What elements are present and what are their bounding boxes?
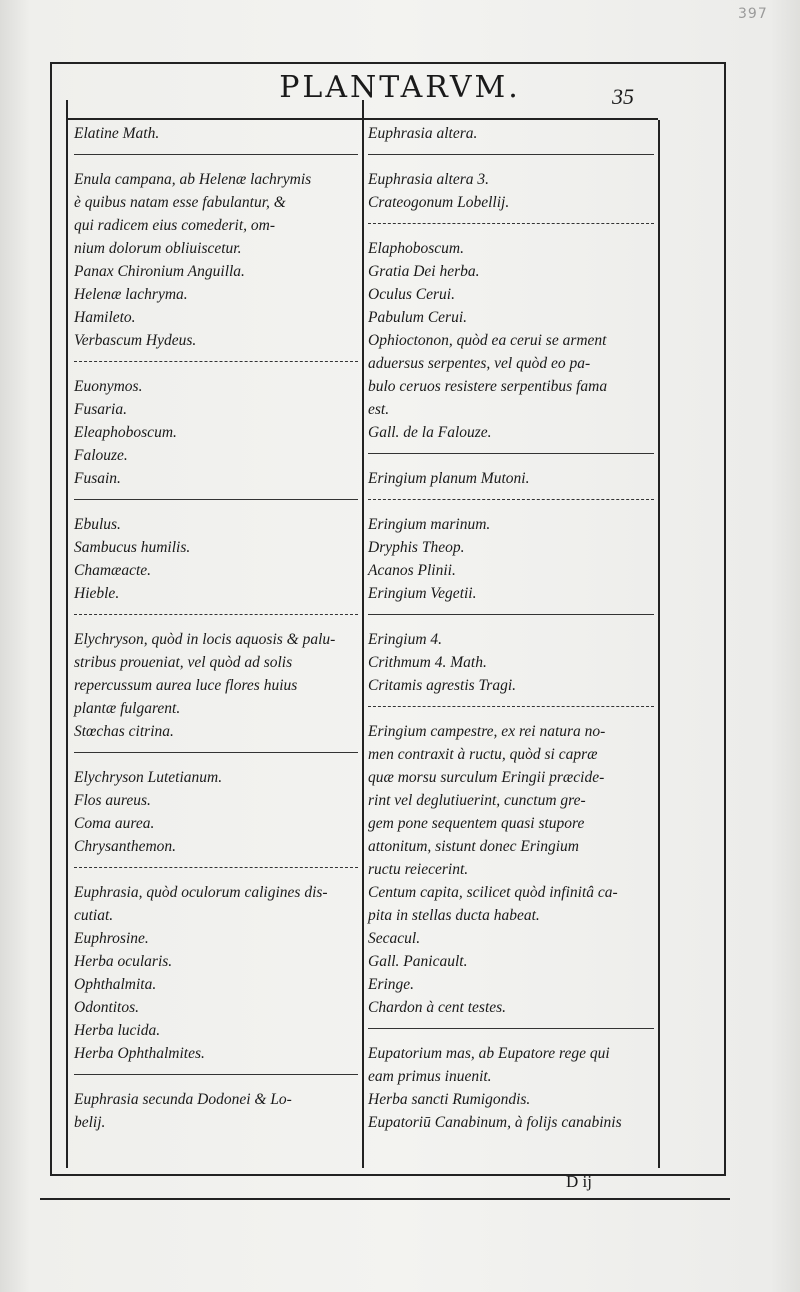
entry-separator: [368, 1028, 654, 1029]
entry-line: Eringe.: [368, 976, 415, 993]
entry-line: Elaphoboscum.: [368, 240, 465, 257]
entry-line: gem pone sequentem quasi stupore: [368, 815, 585, 832]
entry-line: Herba sancti Rumigondis.: [368, 1091, 531, 1108]
entry-group: [368, 628, 654, 697]
entry-group: [368, 168, 654, 214]
entry-group: [368, 1042, 654, 1134]
entry-separator: [74, 867, 358, 868]
bottom-rule: [40, 1198, 730, 1200]
entry-line: Flos aureus.: [74, 792, 151, 809]
entry-line: Euphrasia altera 3.: [368, 171, 489, 188]
entry-separator: [368, 453, 654, 454]
entry-line: aduersus serpentes, vel quòd eo pa-: [368, 355, 591, 372]
entry-line: Eupatoriū Canabinum, à folijs canabinis: [368, 1114, 622, 1131]
entry-line: plantæ fulgarent.: [74, 700, 181, 717]
entry-line: Herba ocularis.: [74, 953, 173, 970]
entry-group: [368, 237, 654, 444]
right-column: [368, 122, 654, 1134]
entry-line: Chardon à cent testes.: [368, 999, 507, 1016]
entry-line: Herba Ophthalmites.: [74, 1045, 205, 1062]
entry-group: [368, 122, 654, 145]
entry-line: repercussum aurea luce flores huius: [74, 677, 298, 694]
entry-group: [368, 467, 654, 490]
entry-line: Enula campana, ab Helenæ lachrymis: [74, 171, 312, 188]
signature-mark: D ij: [566, 1172, 592, 1191]
entry-group: [74, 122, 358, 145]
entry-line: Euphrosine.: [74, 930, 149, 947]
entry-group: [74, 628, 358, 743]
entry-line: Crithmum 4. Math.: [368, 654, 487, 671]
left-column-rule: [66, 100, 68, 1168]
entry-line: Elychryson, quòd in locis aquosis & palu-: [74, 631, 336, 648]
entry-line: qui radicem eius comederit, om-: [74, 217, 276, 234]
entry-line: Euonymos.: [74, 378, 143, 395]
entry-line: quæ morsu surculum Eringii præcide-: [368, 769, 605, 786]
entry-line: Eupatorium mas, ab Eupatore rege qui: [368, 1045, 610, 1062]
entry-line: ructu reiecerint.: [368, 861, 469, 878]
entry-line: stribus proueniat, vel quòd ad solis: [74, 654, 293, 671]
entry-separator: [74, 499, 358, 500]
entry-line: Gratia Dei herba.: [368, 263, 480, 280]
entry-separator: [74, 361, 358, 362]
entry-line: Elatine Math.: [74, 125, 160, 142]
page-number: 35: [612, 84, 634, 109]
entry-line: Euphrasia, quòd oculorum caligines dis-: [74, 884, 328, 901]
entry-line: Hieble.: [74, 585, 120, 602]
entry-line: Eringium planum Mutoni.: [368, 470, 530, 487]
entry-line: Ophioctonon, quòd ea cerui se arment: [368, 332, 607, 349]
entry-line: Verbascum Hydeus.: [74, 332, 197, 349]
entry-line: belij.: [74, 1114, 106, 1131]
entry-line: Acanos Plinii.: [368, 562, 456, 579]
entry-line: Eringium 4.: [368, 631, 443, 648]
entry-line: Hamileto.: [74, 309, 136, 326]
entry-line: Gall. de la Falouze.: [368, 424, 492, 441]
entry-line: Euphrasia altera.: [368, 125, 478, 142]
entry-line: bulo ceruos resistere serpentibus fama: [368, 378, 608, 395]
entry-line: Pabulum Cerui.: [368, 309, 468, 326]
entry-group: [74, 513, 358, 605]
entry-line: Coma aurea.: [74, 815, 155, 832]
entry-line: Critamis agrestis Tragi.: [368, 677, 517, 694]
entry-group: [74, 1088, 358, 1134]
entry-separator: [74, 752, 358, 753]
entry-line: Oculus Cerui.: [368, 286, 455, 303]
right-column-rule: [658, 120, 660, 1168]
entry-line: nium dolorum obliuiscetur.: [74, 240, 242, 257]
entry-line: cutiat.: [74, 907, 114, 924]
entry-separator: [368, 223, 654, 224]
entry-line: Helenæ lachryma.: [74, 286, 188, 303]
pencil-page-number: 397: [738, 6, 768, 22]
entry-separator: [74, 154, 358, 155]
entry-separator: [368, 499, 654, 500]
entry-line: Chrysanthemon.: [74, 838, 177, 855]
center-column-rule: [362, 100, 364, 1168]
entry-group: [74, 168, 358, 352]
entry-line: è quibus natam esse fabulantur, &: [74, 194, 286, 211]
entry-separator: [74, 1074, 358, 1075]
entry-line: Falouze.: [74, 447, 128, 464]
entry-line: Ophthalmita.: [74, 976, 157, 993]
running-head: PLANTARVM.: [279, 70, 521, 105]
entry-line: attonitum, sistunt donec Eringium: [368, 838, 579, 855]
entry-line: Elychryson Lutetianum.: [74, 769, 223, 786]
entry-line: est.: [368, 401, 390, 418]
entry-line: Gall. Panicault.: [368, 953, 468, 970]
entry-separator: [368, 154, 654, 155]
entry-group: [74, 766, 358, 858]
entry-group: [368, 513, 654, 605]
entry-line: Crateogonum Lobellij.: [368, 194, 510, 211]
entry-line: Eringium Vegetii.: [368, 585, 477, 602]
entry-group: [368, 720, 654, 1019]
entry-group: [74, 881, 358, 1065]
entry-line: Odontitos.: [74, 999, 140, 1016]
left-column: [74, 122, 358, 1134]
entry-line: Herba lucida.: [74, 1022, 161, 1039]
entry-line: men contraxit à ructu, quòd si capræ: [368, 746, 598, 763]
entry-line: Fusaria.: [74, 401, 127, 418]
entry-group: [74, 375, 358, 490]
entry-line: Chamæacte.: [74, 562, 152, 579]
entry-line: Secacul.: [368, 930, 421, 947]
entry-line: Dryphis Theop.: [368, 539, 465, 556]
entry-separator: [368, 614, 654, 615]
entry-line: rint vel deglutiuerint, cunctum gre-: [368, 792, 586, 809]
entry-separator: [74, 614, 358, 615]
entry-line: Stœchas citrina.: [74, 723, 174, 740]
entry-line: Centum capita, scilicet quòd infinitâ ca-: [368, 884, 618, 901]
entry-line: eam primus inuenit.: [368, 1068, 492, 1085]
entry-separator: [368, 706, 654, 707]
entry-line: Eleaphoboscum.: [74, 424, 177, 441]
entry-line: Panax Chironium Anguilla.: [74, 263, 245, 280]
entry-line: Euphrasia secunda Dodonei & Lo-: [74, 1091, 292, 1108]
entry-line: Eringium marinum.: [368, 516, 491, 533]
entry-line: Fusain.: [74, 470, 121, 487]
entry-line: Eringium campestre, ex rei natura no-: [368, 723, 606, 740]
entry-line: pita in stellas ducta habeat.: [368, 907, 540, 924]
entry-line: Ebulus.: [74, 516, 121, 533]
entry-line: Sambucus humilis.: [74, 539, 191, 556]
